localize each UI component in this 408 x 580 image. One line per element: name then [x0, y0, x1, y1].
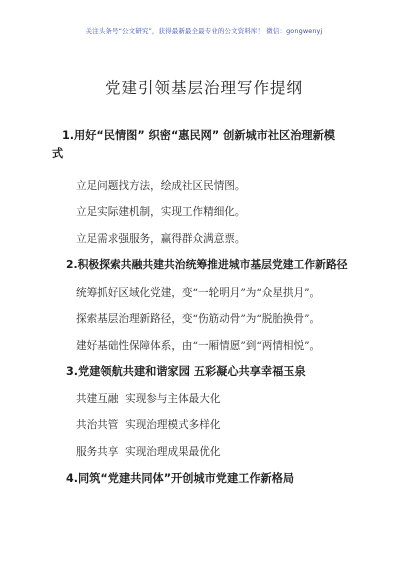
section-1-heading-line1: 1.用好“民情图” 织密“惠民网” 创新城市社区治理新模: [62, 129, 335, 142]
section-3-item-3: 服务共享 实现治理成果最优化: [76, 446, 221, 458]
section-1-item-2: 立足实际建机制，实现工作精细化。: [76, 206, 246, 218]
section-2-item-1: 统筹抓好区域化党建，变“一轮明月”为“众星拱月”。: [76, 287, 321, 299]
document-title: 党建引领基层治理写作提纲: [104, 79, 303, 97]
section-1-heading-line2: 式: [52, 147, 64, 160]
section-3-item-1: 共建互融 实现参与主体最大化: [76, 393, 221, 405]
section-1-heading: [52, 127, 362, 163]
section-3-heading: 3.党建领航共建和谐家园 五彩凝心共享幸福玉泉: [66, 365, 306, 378]
section-2-heading: 2.积极探索共融共建共治统筹推进城市基层党建工作新路径: [66, 258, 348, 271]
section-2-item-2: 探索基层治理新路径，变“伤筋动骨”为“脱胎换骨”。: [76, 313, 321, 325]
section-4-heading: 4.同筑“党建共同体”开创城市党建工作新格局: [66, 472, 295, 485]
header-note: 关注头条号“公文研究”，获得最新最全最专业的公文资料库！ 微信：gongwenyj: [85, 27, 323, 35]
section-2-item-3: 建好基础性保障体系，由“一厢情愿”到“两情相悦”。: [76, 340, 321, 352]
section-3-item-2: 共治共管 实现治理模式多样化: [76, 419, 221, 431]
section-1-item-1: 立足问题找方法，绘成社区民情图。: [76, 180, 246, 192]
section-1-item-3: 立足需求强服务，赢得群众满意票。: [76, 233, 246, 245]
